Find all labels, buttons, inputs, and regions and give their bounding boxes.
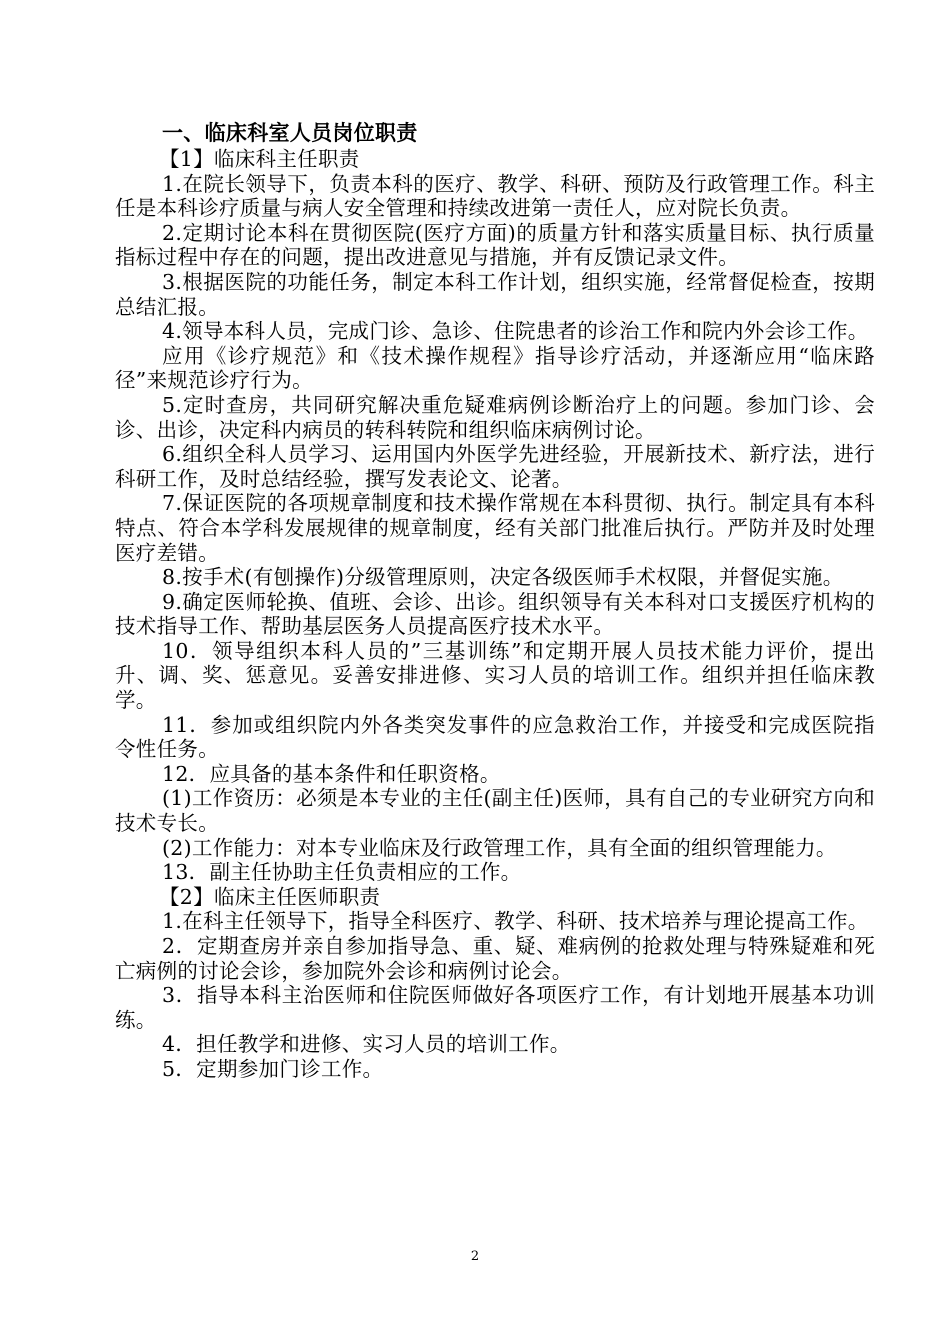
section-heading: 【2】临床主任医师职责 (159, 884, 381, 909)
paragraph: 3．指导本科主治医师和住院医师做好各项医疗工作，有计划地开展基本功训练。 (115, 983, 875, 1032)
document-title: 一、临床科室人员岗位职责 (162, 121, 418, 145)
page-number: 2 (470, 1249, 480, 1264)
paragraph: 4．担任教学和进修、实习人员的培训工作。 (162, 1032, 571, 1057)
paragraph: 应用《诊疗规范》和《技术操作规程》指导诊疗活动，并逐渐应用“临床路径”来规范诊疗行为。 (115, 343, 875, 393)
section-director (115, 147, 875, 885)
section-chief-physician (115, 885, 875, 1082)
paragraph: 8.按手术(有刨操作)分级管理原则，决定各级医师手术权限，并督促实施。 (162, 565, 844, 590)
document-body (115, 120, 875, 1082)
paragraph: 1.在科主任领导下，指导全科医疗、教学、科研、技术培养与理论提高工作。 (162, 909, 869, 934)
paragraph: 5．定期参加门诊工作。 (162, 1056, 384, 1081)
paragraph: 9.确定医师轮换、值班、会诊、出诊。组织领导有关本科对口支援医疗机构的技术指导工作、帮助基层医务人员提高医疗技术水平。 (115, 589, 875, 639)
paragraph: 13．副主任协助主任负责相应的工作。 (162, 860, 522, 885)
paragraph: 10．领导组织本科人员的”三基训练”和定期开展人员技术能力评价，提出升、调、奖、惩意见。妥善安排进修、实习人员的培训工作。组织并担任临床教学。 (115, 638, 875, 713)
paragraph: (2)工作能力：对本专业临床及行政管理工作，具有全面的组织管理能力。 (162, 835, 837, 860)
paragraph: 2．定期查房并亲自参加指导急、重、疑、难病例的抢救处理与特殊疑难和死亡病例的讨论会诊，参加院外会诊和病例讨论会。 (115, 934, 875, 983)
paragraph: 2.定期讨论本科在贯彻医院(医疗方面)的质量方针和落实质量目标、执行质量指标过程中存在的问题，提出改进意见与措施，并有反馈记录文件。 (115, 220, 875, 270)
section-heading: 【1】临床科主任职责 (159, 147, 360, 171)
paragraph: 1.在院长领导下，负责本科的医疗、教学、科研、预防及行政管理工作。科主任是本科诊疗质量与病人安全管理和持续改进第一责任人，应对院长负责。 (115, 171, 875, 221)
paragraph: 7.保证医院的各项规章制度和技术操作常规在本科贯彻、执行。制定具有本科特点、符合本学科发展规律的规章制度，经有关部门批准后执行。严防并及时处理医疗差错。 (115, 491, 875, 565)
paragraph: 12．应具备的基本条件和任职资格。 (162, 761, 501, 786)
paragraph: 6.组织全科人员学习、运用国内外医学先进经验，开展新技术、新疗法，进行科研工作，及时总结经验，撰写发表论文、论著。 (115, 442, 875, 491)
paragraph: 4.领导本科人员，完成门诊、急诊、住院患者的诊治工作和院内外会诊工作。 (162, 319, 869, 344)
paragraph: 5.定时查房，共同研究解决重危疑难病例诊断治疗上的问题。参加门诊、会诊、出诊，决定科内病员的转科转院和组织临床病例讨论。 (115, 392, 875, 442)
paragraph: 3.根据医院的功能任务，制定本科工作计划，组织实施，经常督促检查，按期总结汇报。 (115, 269, 875, 319)
paragraph: 11．参加或组织院内外各类突发事件的应急救治工作，并接受和完成医院指令性任务。 (115, 712, 875, 762)
paragraph: (1)工作资历：必须是本专业的主任(副主任)医师，具有自己的专业研究方向和技术专长。 (115, 786, 875, 836)
